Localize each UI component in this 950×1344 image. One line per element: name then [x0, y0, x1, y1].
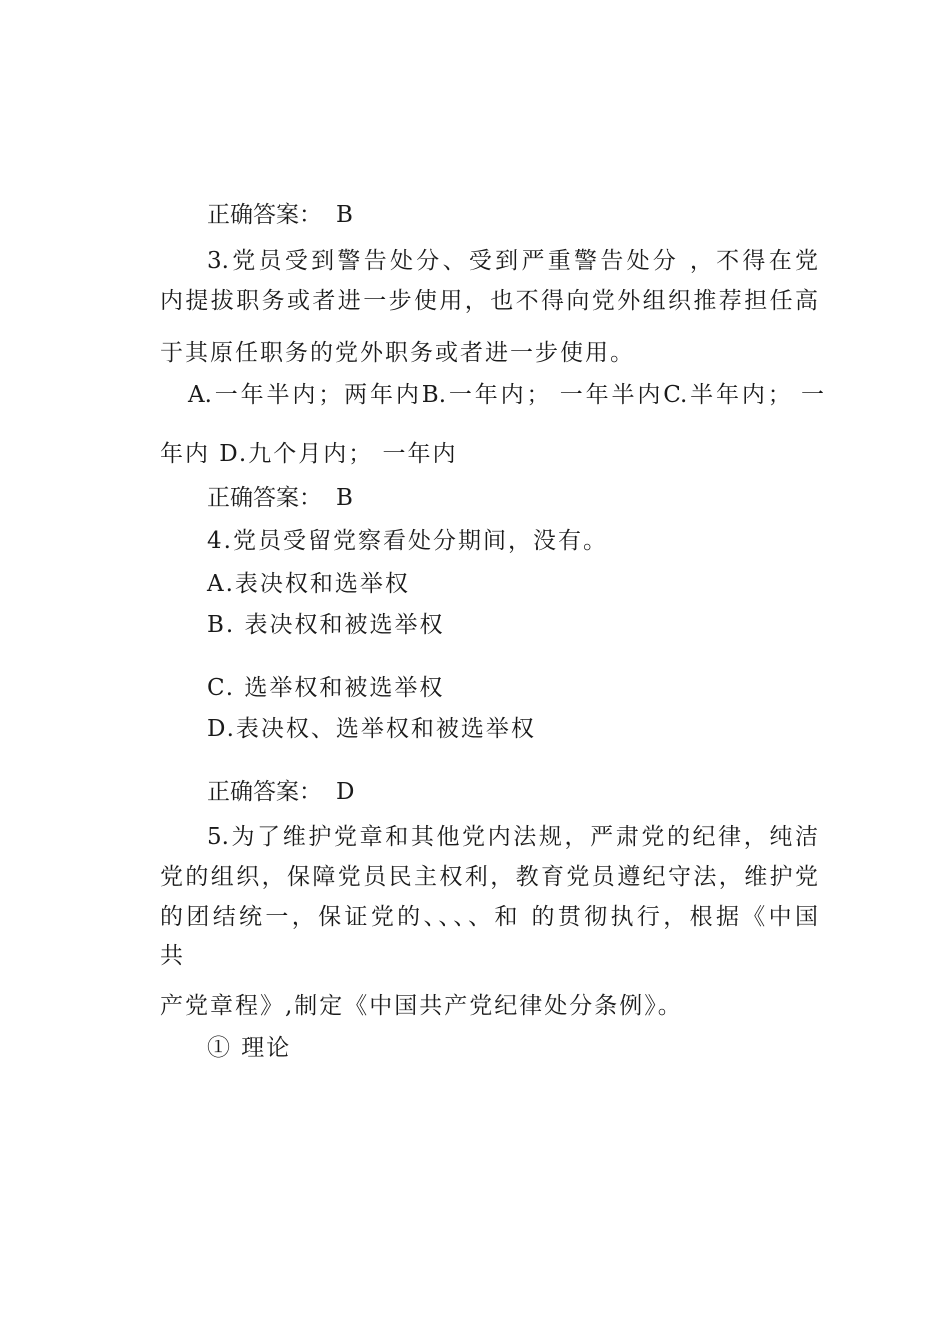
q3-options-line-1: A.一年半内；两年内B.一年内； 一年半内C.半年内； 一	[188, 382, 824, 408]
q5-stem-line-4: 共	[160, 943, 183, 969]
answer-value: B	[336, 485, 353, 511]
q3-stem-line-2: 内提拔职务或者进一步使用，也不得向党外组织推荐担任高	[160, 288, 818, 314]
q3-stem-line-3: 于其原任职务的党外职务或者进一步使用。	[160, 340, 635, 366]
q4-answer	[207, 781, 354, 804]
answer-value: D	[336, 779, 355, 805]
q4-option-b: B. 表决权和被选举权	[207, 612, 445, 638]
q3-stem-line-1: 3.党员受到警告处分、受到严重警告处分 ，不得在党	[207, 248, 818, 274]
answer-label: 正确答案：	[207, 202, 322, 228]
q3-options-line-2: 年内 D.九个月内； 一年内	[160, 441, 458, 467]
q5-option-1: ① 理论	[207, 1035, 292, 1061]
q5-stem-line-5: 产党章程》,制定《中国共产党纪律处分条例》。	[160, 993, 683, 1019]
answer-label: 正确答案：	[207, 485, 322, 511]
answer-value: B	[336, 202, 353, 228]
q4-option-a: A.表决权和选举权	[207, 571, 410, 597]
q5-stem-line-3: 的团结统一，保证党的、、、、和 的贯彻执行，根据《中国	[160, 904, 818, 930]
q5-stem-line-2: 党的组织，保障党员民主权利，教育党员遵纪守法，维护党	[160, 864, 818, 890]
q5-stem-line-1: 5.为了维护党章和其他党内法规，严肃党的纪律，纯洁	[207, 824, 818, 850]
q3-answer	[207, 487, 353, 510]
q4-stem: 4.党员受留党察看处分期间，没有。	[207, 528, 608, 554]
q4-option-c: C. 选举权和被选举权	[207, 675, 445, 701]
q2-answer	[207, 204, 353, 227]
q4-option-d: D.表决权、选举权和被选举权	[207, 716, 536, 742]
answer-label: 正确答案：	[207, 779, 322, 805]
